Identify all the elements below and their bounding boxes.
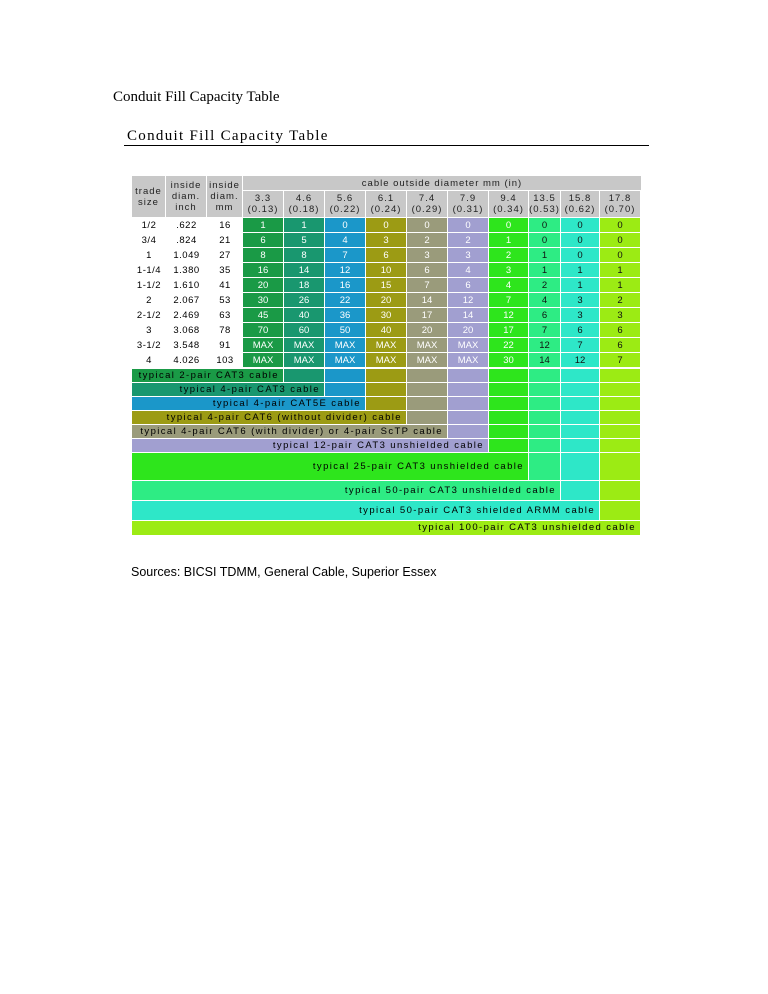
trade-size-cell: 3 [132,323,166,338]
column-extension [561,425,599,438]
fill-count-cell: 3 [489,263,528,277]
column-extension [448,397,488,410]
inside-inch-cell: .622 [166,218,207,233]
diameter-mm: 13.5 [533,193,556,204]
diameter-column-header [284,191,324,217]
fill-count-cell: 12 [529,338,560,352]
fill-count-cell: 1 [489,233,528,247]
fill-count-cell: 2 [600,293,640,307]
fill-count-cell: 30 [366,308,406,322]
fill-count-cell: 5 [284,233,324,247]
column-extension [448,411,488,424]
fill-count-cell: 0 [561,233,599,247]
fill-count-cell: 1 [529,263,560,277]
diameter-mm: 6.1 [377,193,395,204]
fill-count-cell: 6 [600,323,640,337]
fill-count-cell: 0 [489,218,528,232]
inside-inch-cell: 1.610 [166,278,207,293]
fill-count-cell: 3 [600,308,640,322]
fill-count-cell: 45 [243,308,283,322]
fill-count-cell: 0 [448,218,488,232]
trade-size-cell: 2-1/2 [132,308,166,323]
fill-count-cell: 60 [284,323,324,337]
fill-count-cell: 30 [243,293,283,307]
fill-count-cell: 7 [529,323,560,337]
fill-count-cell: MAX [366,338,406,352]
diameter-column-header [561,191,599,217]
fill-count-cell: 26 [284,293,324,307]
fill-count-cell: 0 [561,248,599,262]
fill-count-cell: MAX [366,353,406,367]
fill-count-cell: 0 [325,218,365,232]
fill-count-cell: 20 [407,323,447,337]
column-extension [561,481,599,500]
fill-count-cell: 16 [243,263,283,277]
trade-size-cell: 1-1/4 [132,263,166,278]
inside-mm-cell: 27 [207,248,243,263]
fill-count-cell: 14 [529,353,560,367]
fill-count-cell: 12 [325,263,365,277]
column-extension [407,411,447,424]
column-extension [448,369,488,382]
fill-count-cell: 4 [489,278,528,292]
diameter-column-header [407,191,447,217]
fill-count-cell: MAX [284,338,324,352]
column-extension [600,411,640,424]
fill-count-cell: 4 [529,293,560,307]
fill-count-cell: 70 [243,323,283,337]
fill-count-cell: 40 [284,308,324,322]
fill-count-cell: 6 [366,248,406,262]
inside-mm-cell: 91 [207,338,243,353]
fill-count-cell: MAX [284,353,324,367]
fill-count-cell: MAX [448,353,488,367]
fill-count-cell: 7 [407,278,447,292]
inside-inch-cell: 3.548 [166,338,207,353]
inside-mm-cell: 16 [207,218,243,233]
title-underline [124,145,649,146]
column-extension [407,397,447,410]
trade-size-cell: 1-1/2 [132,278,166,293]
legend-bar: typical 50-pair CAT3 unshielded cable [132,481,560,500]
fill-count-cell: 1 [529,248,560,262]
legend-bar: typical 4-pair CAT5E cable [132,397,365,410]
column-extension [600,439,640,452]
fill-count-cell: 6 [600,338,640,352]
column-extension [407,369,447,382]
diameter-inch: (0.29) [411,204,443,215]
column-extension [561,369,599,382]
diameter-mm: 7.9 [459,193,477,204]
trade-size-header: trade size [132,176,165,217]
fill-count-cell: 0 [529,233,560,247]
inside-inch-cell: 4.026 [166,353,207,368]
diameter-mm: 3.3 [254,193,272,204]
fill-count-cell: 12 [448,293,488,307]
fill-count-cell: 3 [366,233,406,247]
fill-count-cell: 17 [489,323,528,337]
column-extension [489,383,528,396]
diameter-column-header [325,191,365,217]
legend-bar: typical 12-pair CAT3 unshielded cable [132,439,488,452]
diameter-column-header [243,191,283,217]
column-extension [600,453,640,480]
column-extension [600,425,640,438]
fill-count-cell: 6 [407,263,447,277]
fill-count-cell: 2 [489,248,528,262]
column-extension [325,383,365,396]
column-extension [529,411,560,424]
fill-count-cell: 1 [561,263,599,277]
inside-mm-cell: 53 [207,293,243,308]
fill-count-cell: 0 [407,218,447,232]
diameter-inch: (0.34) [493,204,524,215]
legend-bar: typical 25-pair CAT3 unshielded cable [132,453,528,480]
diameter-mm: 7.4 [418,193,436,204]
inside-diameter-mm-header: inside diam. mm [207,176,242,217]
column-extension [529,369,560,382]
fill-count-cell: 3 [448,248,488,262]
fill-count-cell: MAX [448,338,488,352]
diameter-inch: (0.70) [604,204,636,215]
column-extension [448,425,488,438]
fill-count-cell: 0 [600,233,640,247]
diameter-column-header [448,191,488,217]
diameter-column-header [489,191,528,217]
fill-count-cell: 17 [407,308,447,322]
diameter-inch: (0.13) [247,204,279,215]
column-extension [561,439,599,452]
diameter-mm: 9.4 [500,193,517,204]
column-extension [561,383,599,396]
fill-count-cell: 7 [600,353,640,367]
fill-count-cell: 7 [325,248,365,262]
legend-bar: typical 4-pair CAT6 (without divider) cable [132,411,406,424]
inside-inch-cell: 1.049 [166,248,207,263]
fill-count-cell: MAX [243,338,283,352]
inside-inch-cell: 1.380 [166,263,207,278]
trade-size-cell: 3/4 [132,233,166,248]
column-extension [561,411,599,424]
fill-count-cell: 2 [448,233,488,247]
legend-bar: typical 4-pair CAT3 cable [132,383,324,396]
diameter-inch: (0.24) [370,204,402,215]
diameter-inch: (0.22) [329,204,361,215]
fill-count-cell: 2 [529,278,560,292]
document-title: Conduit Fill Capacity Table [113,89,280,105]
column-extension [600,481,640,500]
diameter-column-header [366,191,406,217]
inside-inch-cell: 2.469 [166,308,207,323]
fill-count-cell: 6 [448,278,488,292]
legend-bar: typical 4-pair CAT6 (with divider) or 4-pair ScTP cable [132,425,447,438]
fill-count-cell: 20 [448,323,488,337]
sources-note: Sources: BICSI TDMM, General Cable, Superior Essex [131,565,437,579]
fill-count-cell: 14 [284,263,324,277]
fill-count-cell: 22 [325,293,365,307]
fill-count-cell: 2 [407,233,447,247]
fill-count-cell: 7 [489,293,528,307]
column-extension [561,397,599,410]
column-extension [529,425,560,438]
fill-count-cell: 1 [600,278,640,292]
fill-count-cell: 30 [489,353,528,367]
trade-size-cell: 4 [132,353,166,368]
fill-count-cell: 6 [561,323,599,337]
fill-count-cell: MAX [243,353,283,367]
fill-count-cell: 1 [561,278,599,292]
table-title: Conduit Fill Capacity Table [127,128,329,144]
trade-size-cell: 1 [132,248,166,263]
fill-count-cell: 20 [243,278,283,292]
inside-mm-cell: 103 [207,353,243,368]
fill-count-cell: 3 [561,293,599,307]
column-extension [366,383,406,396]
column-extension [448,383,488,396]
fill-count-cell: 18 [284,278,324,292]
fill-count-cell: 12 [489,308,528,322]
fill-count-cell: 3 [407,248,447,262]
inside-mm-cell: 21 [207,233,243,248]
inside-diameter-inch-header: inside diam. inch [166,176,206,217]
fill-count-cell: 3 [561,308,599,322]
legend-bar: typical 2-pair CAT3 cable [132,369,283,382]
inside-mm-cell: 78 [207,323,243,338]
inside-inch-cell: 2.067 [166,293,207,308]
column-extension [600,501,640,520]
fill-count-cell: MAX [407,338,447,352]
column-extension [600,369,640,382]
fill-count-cell: 20 [366,293,406,307]
fill-count-cell: 1 [243,218,283,232]
cable-diameter-group-header: cable outside diameter mm (in) [243,176,641,190]
fill-count-cell: 4 [325,233,365,247]
fill-count-cell: 6 [529,308,560,322]
diameter-column-header [600,191,640,217]
fill-count-cell: 4 [448,263,488,277]
column-extension [489,439,528,452]
diameter-mm: 4.6 [295,193,313,204]
column-extension [489,369,528,382]
diameter-mm: 15.8 [568,193,592,204]
fill-count-cell: 0 [366,218,406,232]
fill-count-cell: 8 [284,248,324,262]
column-extension [489,425,528,438]
trade-size-cell: 3-1/2 [132,338,166,353]
fill-count-cell: 16 [325,278,365,292]
fill-count-cell: 14 [407,293,447,307]
fill-count-cell: 36 [325,308,365,322]
fill-count-cell: 0 [529,218,560,232]
fill-count-cell: 1 [600,263,640,277]
fill-count-cell: 50 [325,323,365,337]
column-extension [600,383,640,396]
fill-count-cell: 0 [561,218,599,232]
fill-count-cell: MAX [325,353,365,367]
diameter-mm: 17.8 [608,193,632,204]
diameter-mm: 5.6 [336,193,354,204]
fill-count-cell: 1 [284,218,324,232]
trade-size-cell: 2 [132,293,166,308]
fill-count-cell: 6 [243,233,283,247]
inside-mm-cell: 63 [207,308,243,323]
fill-count-cell: 14 [448,308,488,322]
fill-count-cell: 8 [243,248,283,262]
column-extension [407,383,447,396]
fill-count-cell: 15 [366,278,406,292]
column-extension [600,397,640,410]
trade-size-cell: 1/2 [132,218,166,233]
inside-mm-cell: 35 [207,263,243,278]
inside-inch-cell: 3.068 [166,323,207,338]
column-extension [529,439,560,452]
column-extension [325,369,365,382]
diameter-inch: (0.18) [288,204,320,215]
inside-mm-cell: 41 [207,278,243,293]
legend-bar: typical 100-pair CAT3 unshielded cable [132,521,640,535]
column-extension [284,369,324,382]
fill-count-cell: 0 [600,248,640,262]
column-extension [529,397,560,410]
diameter-inch: (0.62) [564,204,596,215]
column-extension [561,453,599,480]
column-extension [366,369,406,382]
column-extension [529,453,560,480]
column-extension [489,397,528,410]
fill-count-cell: MAX [325,338,365,352]
fill-count-cell: 7 [561,338,599,352]
fill-count-cell: 0 [600,218,640,232]
legend-bar: typical 50-pair CAT3 shielded ARMM cable [132,501,599,520]
fill-count-cell: 10 [366,263,406,277]
diameter-inch: (0.31) [452,204,484,215]
fill-count-cell: 40 [366,323,406,337]
column-extension [366,397,406,410]
diameter-inch: (0.53) [529,204,560,215]
fill-count-cell: 12 [561,353,599,367]
column-extension [489,411,528,424]
fill-count-cell: 22 [489,338,528,352]
column-extension [529,383,560,396]
fill-count-cell: MAX [407,353,447,367]
diameter-column-header [529,191,560,217]
inside-inch-cell: .824 [166,233,207,248]
